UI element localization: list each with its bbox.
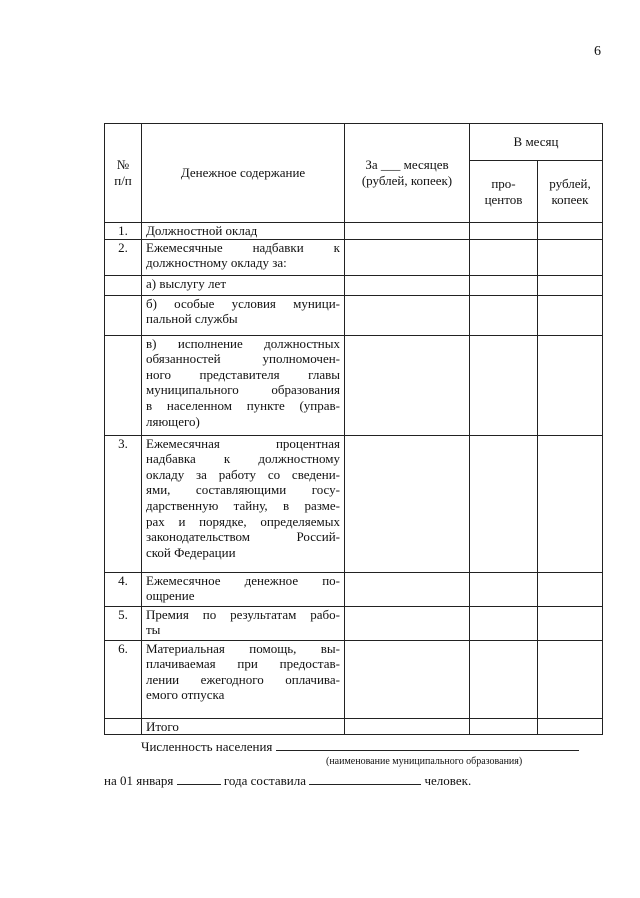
- row-description-line: в населенном пункте (управ-: [146, 397, 340, 413]
- cell-period[interactable]: [345, 223, 470, 240]
- row-description: [142, 239, 345, 275]
- header-rubles-line-2: копеек: [551, 191, 589, 207]
- row-description-line: обязанностей уполномочен-: [146, 351, 340, 367]
- row-description-line: ской Федерации: [146, 544, 236, 560]
- header-monthly: В месяц: [470, 124, 603, 161]
- cell-period[interactable]: [345, 606, 470, 640]
- municipality-hint: (наименование муниципального образования): [326, 756, 523, 767]
- row-number: [105, 275, 142, 295]
- row-description-line: Премия по результатам рабо-: [146, 606, 340, 622]
- row-description-line: плачиваемая при предостав-: [146, 656, 340, 672]
- row-description-line: ощрение: [146, 588, 195, 604]
- count-blank: [309, 772, 421, 785]
- population-line: [141, 738, 611, 755]
- date-line: [104, 772, 604, 789]
- row-description: [142, 295, 345, 335]
- row-description-line: муниципального образования: [146, 382, 340, 398]
- row-description-line: Материальная помощь, вы-: [146, 640, 340, 656]
- row-description: [142, 223, 345, 240]
- cell-rubles[interactable]: [538, 275, 603, 295]
- row-description: [142, 718, 345, 735]
- cell-period[interactable]: [345, 640, 470, 718]
- row-number: 2.: [105, 239, 142, 275]
- row-description-line: а) выслугу лет: [146, 275, 226, 291]
- cell-percent[interactable]: [470, 606, 538, 640]
- cell-rubles[interactable]: [538, 572, 603, 606]
- people-label: человек.: [424, 773, 472, 788]
- table-body: [105, 223, 603, 735]
- row-description-line: б) особые условия муници-: [146, 295, 340, 311]
- row-description: [142, 640, 345, 718]
- cell-period[interactable]: [345, 239, 470, 275]
- header-percent-line-2: центов: [484, 191, 523, 207]
- table-row: [105, 572, 603, 606]
- row-description: [142, 435, 345, 572]
- table-row: [105, 640, 603, 718]
- row-number: 4.: [105, 572, 142, 606]
- cell-period[interactable]: [345, 335, 470, 435]
- cell-period[interactable]: [345, 435, 470, 572]
- cell-percent[interactable]: [470, 572, 538, 606]
- row-description-line: Ежемесячная процентная: [146, 435, 340, 451]
- row-description-line: окладу за работу со сведени-: [146, 466, 340, 482]
- row-description: [142, 335, 345, 435]
- row-description-line: ты: [146, 622, 161, 638]
- table-row: [105, 718, 603, 735]
- year-label: года составила: [223, 773, 306, 788]
- header-rubles: [538, 161, 603, 223]
- header-period-line-1: За ___ месяцев: [365, 157, 449, 173]
- row-description-line: Ежемесячные надбавки к: [146, 239, 340, 255]
- row-description-line: ляющего): [146, 413, 200, 429]
- row-number: 5.: [105, 606, 142, 640]
- row-description-line: рах и порядке, определяемых: [146, 513, 340, 529]
- cell-period[interactable]: [345, 718, 470, 735]
- cell-percent[interactable]: [470, 640, 538, 718]
- municipality-blank: [276, 738, 579, 751]
- header-period: [345, 124, 470, 223]
- table-row: [105, 239, 603, 275]
- cell-period[interactable]: [345, 275, 470, 295]
- header-content: Денежное содержание: [142, 124, 345, 223]
- row-description-line: надбавка к должностному: [146, 451, 340, 467]
- row-number: [105, 295, 142, 335]
- table-row: [105, 606, 603, 640]
- row-description: [142, 275, 345, 295]
- cell-rubles[interactable]: [538, 640, 603, 718]
- row-number: [105, 335, 142, 435]
- row-description-line: законодательством Россий-: [146, 529, 340, 545]
- row-description: [142, 606, 345, 640]
- header-num-line-2: п/п: [114, 173, 132, 188]
- cell-rubles[interactable]: [538, 435, 603, 572]
- page-number: 6: [594, 44, 601, 59]
- cell-period[interactable]: [345, 295, 470, 335]
- row-description-line: дарственную тайну, в разме-: [146, 497, 340, 513]
- table-row: [105, 435, 603, 572]
- row-number: [105, 718, 142, 735]
- population-label: Численность населения: [141, 739, 273, 754]
- row-description-line: в) исполнение должностных: [146, 335, 340, 351]
- row-description-line: Итого: [146, 718, 179, 734]
- cell-rubles[interactable]: [538, 239, 603, 275]
- cell-percent[interactable]: [470, 295, 538, 335]
- header-num-line-1: №: [116, 157, 130, 173]
- year-blank: [177, 772, 221, 785]
- cell-percent[interactable]: [470, 223, 538, 240]
- cell-percent[interactable]: [470, 239, 538, 275]
- header-percent-line-1: про-: [491, 175, 516, 191]
- cell-percent[interactable]: [470, 435, 538, 572]
- cell-period[interactable]: [345, 572, 470, 606]
- row-description-line: лении ежегодного оплачива-: [146, 671, 340, 687]
- header-rubles-line-1: рублей,: [549, 175, 591, 191]
- row-description-line: емого отпуска: [146, 687, 225, 703]
- cell-rubles[interactable]: [538, 718, 603, 735]
- cell-percent[interactable]: [470, 718, 538, 735]
- row-number: 1.: [105, 223, 142, 240]
- cell-percent[interactable]: [470, 335, 538, 435]
- row-description-line: Ежемесячное денежное по-: [146, 572, 340, 588]
- row-number: 6.: [105, 640, 142, 718]
- cell-rubles[interactable]: [538, 223, 603, 240]
- row-description: [142, 572, 345, 606]
- table-row: [105, 223, 603, 240]
- table-row: [105, 335, 603, 435]
- header-num: [105, 124, 142, 223]
- header-percent: [470, 161, 538, 223]
- row-description-line: ями, составляющими госу-: [146, 482, 340, 498]
- row-description-line: пальной службы: [146, 311, 238, 327]
- table-row: [105, 275, 603, 295]
- cell-rubles[interactable]: [538, 335, 603, 435]
- header-period-line-2: (рублей, копеек): [361, 173, 453, 188]
- row-description-line: Должностной оклад: [146, 223, 258, 238]
- table-row: [105, 295, 603, 335]
- row-number: 3.: [105, 435, 142, 572]
- cell-rubles[interactable]: [538, 606, 603, 640]
- cell-percent[interactable]: [470, 275, 538, 295]
- date-prefix: на 01 января: [104, 773, 174, 788]
- cell-rubles[interactable]: [538, 295, 603, 335]
- row-description-line: ного представителя главы: [146, 366, 340, 382]
- row-description-line: должностному окладу за:: [146, 255, 287, 271]
- salary-table: [104, 123, 603, 735]
